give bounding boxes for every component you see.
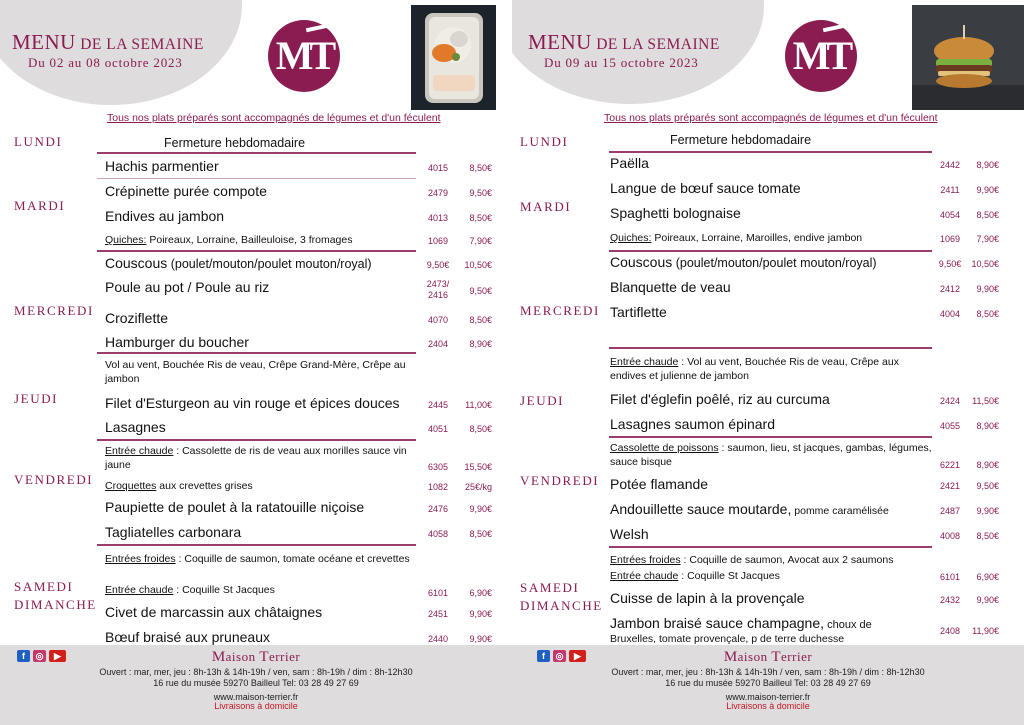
- dish-code: 2412: [939, 284, 961, 294]
- footer: [0, 645, 512, 725]
- dish-item: Crépinette purée compote: [105, 183, 267, 199]
- youtube-icon[interactable]: ▶: [49, 650, 66, 662]
- dish-code: 4070: [427, 315, 449, 325]
- entree-chaude-item: Entrée chaude : Coquille St Jacques: [610, 570, 780, 582]
- dish-item: Poule au pot / Poule au riz: [105, 279, 270, 295]
- dish-code: 4013: [427, 213, 449, 223]
- day-label-lundi: LUNDI: [14, 134, 63, 149]
- dish-item: Blanquette de veau: [610, 279, 731, 295]
- dish-price: 10,50€: [971, 259, 999, 269]
- dish-price: 8,50€: [469, 163, 492, 173]
- divider: [97, 178, 416, 179]
- dish-code: 4058: [427, 529, 449, 539]
- entree-chaude-item: Entrée chaude : Cassolette de ris de veau aux morilles sauce vin jaune: [105, 445, 407, 471]
- dish-code: 2411: [940, 185, 960, 195]
- dish-price: 8,50€: [469, 213, 492, 223]
- dish-item: Spaghetti bolognaise: [610, 205, 741, 221]
- divider: [609, 436, 932, 438]
- dish-price: 7,90€: [469, 236, 492, 246]
- day-label-samedi: SAMEDI: [14, 579, 74, 594]
- menu-title: MENU DE LA SEMAINE: [12, 30, 204, 54]
- croquettes-item: Croquettes aux crevettes grises: [105, 480, 253, 492]
- dish-item: Lasagnes: [105, 419, 166, 435]
- dish-code: 2487: [939, 506, 961, 516]
- divider: [97, 250, 416, 252]
- cassolette-item: Cassolette de poissons : saumon, lieu, st jacques, gambas, légumes, sauce bisque: [610, 442, 932, 468]
- dish-code: 4015: [427, 163, 449, 173]
- dish-item: Bœuf braisé aux pruneaux: [105, 629, 270, 645]
- day-label-lundi: LUNDI: [520, 134, 569, 149]
- dish-item: Welsh: [610, 526, 649, 542]
- menu-dates: Du 02 au 08 octobre 2023: [28, 55, 183, 70]
- entrees-froides-item: Entrées froides : Coquille de saumon, Avocat aux 2 saumons: [610, 554, 894, 566]
- brand-name: Maison Terrier: [723, 649, 813, 665]
- dish-item: Cuisse de lapin à la provençale: [610, 590, 805, 606]
- entree-chaude-item: Entrée chaude : Coquille St Jacques: [105, 584, 275, 596]
- dish-price: 9,90€: [976, 284, 999, 294]
- side-dish-note: Tous nos plats préparés sont accompagnés de légumes et d'un féculent: [604, 112, 938, 124]
- dish-item: Filet d'églefin poêlé, riz au curcuma: [610, 391, 830, 407]
- dish-code: 4055: [939, 421, 961, 431]
- dish-price: 9,50€: [469, 286, 492, 296]
- opening-hours: Ouvert : mar, mer, jeu : 8h-13h & 14h-19h / ven, sam : 8h-19h / dim : 8h-12h30: [99, 667, 413, 677]
- dish-code: 4054: [939, 210, 961, 220]
- dish-price: 10,50€: [464, 260, 492, 270]
- dish-price: 8,50€: [469, 315, 492, 325]
- address: 16 rue du musée 59270 Bailleul Tel: 03 28 49 27 69: [153, 678, 359, 688]
- day-label-mardi: MARDI: [14, 198, 66, 213]
- dish-item: Couscous (poulet/mouton/poulet mouton/royal): [610, 254, 877, 270]
- divider: [609, 347, 932, 349]
- divider: [609, 250, 932, 252]
- day-label-dimanche: DIMANCHE: [14, 597, 97, 612]
- side-dish-note: Tous nos plats préparés sont accompagnés de légumes et d'un féculent: [107, 112, 441, 124]
- menu-page-week-2: [512, 0, 1024, 725]
- dish-price: 9,50€: [976, 481, 999, 491]
- dish-item: Hamburger du boucher: [105, 334, 249, 350]
- dish-item: Tagliatelles carbonara: [105, 524, 242, 540]
- dish-code: 2451: [427, 609, 449, 619]
- dish-price: 8,90€: [469, 339, 492, 349]
- dish-price-alt: 9,50€: [426, 260, 450, 270]
- dish-item: Paupiette de poulet à la ratatouille niçoise: [105, 499, 365, 515]
- dish-code: 2476: [427, 504, 449, 514]
- dish-code: 6101: [939, 572, 961, 582]
- dish-code: 2432: [939, 595, 961, 605]
- dish-price: 11,00€: [465, 400, 492, 410]
- dish-item: Potée flamande: [610, 476, 709, 492]
- jeudi-entrees: Vol au vent, Bouchée Ris de veau, Crêpe Grand-Mère, Crêpe au jambon: [105, 359, 406, 385]
- dish-photo: [411, 5, 496, 110]
- entree-chaude-item: Entrée chaude : Vol au vent, Bouchée Ris de veau, Crêpe aux endives et julienne de jambon: [610, 356, 899, 382]
- brand-name: Maison Terrier: [211, 649, 301, 665]
- dish-code: 2424: [939, 396, 961, 406]
- day-label-vendredi: VENDREDI: [14, 472, 94, 487]
- closed-notice: Fermeture hebdomadaire: [164, 136, 306, 150]
- dish-item: Endives au jambon: [105, 208, 225, 224]
- dish-code: 6101: [427, 588, 449, 598]
- dish-price: 9,90€: [976, 595, 999, 605]
- delivery-note: Livraisons à domicile: [726, 701, 810, 711]
- website-link[interactable]: www.maison-terrier.fr: [725, 692, 811, 702]
- dish-code: 4051: [427, 424, 449, 434]
- dish-code: 2408: [939, 626, 961, 636]
- dish-price: 8,50€: [469, 529, 492, 539]
- dish-code: 2440: [427, 634, 449, 644]
- dish-price: 6,90€: [469, 588, 492, 598]
- dish-code: 2473/ 2416: [426, 279, 450, 300]
- dish-code: 2442: [939, 160, 961, 170]
- menu-title: MENU DE LA SEMAINE: [528, 30, 720, 54]
- maison-terrier-logo: MT: [268, 20, 340, 92]
- divider: [97, 439, 416, 441]
- divider: [609, 151, 932, 153]
- dish-item: Filet d'Esturgeon au vin rouge et épices douces: [105, 395, 400, 411]
- dish-code: 2445: [427, 400, 449, 410]
- dish-code: 4008: [939, 531, 961, 541]
- day-label-dimanche: DIMANCHE: [520, 598, 603, 613]
- dish-price: 25€/kg: [464, 482, 492, 492]
- dish-code: 6221: [939, 460, 961, 470]
- dish-price: 9,90€: [469, 504, 492, 514]
- dish-item: Paëlla: [610, 155, 649, 171]
- delivery-note: Livraisons à domicile: [214, 701, 298, 711]
- dish-item: Tartiflette: [610, 304, 667, 320]
- dish-item: Jambon braisé sauce champagne, choux de: [610, 615, 872, 631]
- day-label-jeudi: JEUDI: [520, 393, 565, 408]
- instagram-icon[interactable]: ◎: [33, 650, 46, 662]
- dish-photo: [912, 5, 1024, 110]
- dish-price-alt: 9,50€: [938, 259, 962, 269]
- dish-price: 9,90€: [469, 609, 492, 619]
- dish-item: Langue de bœuf sauce tomate: [610, 180, 801, 196]
- dish-code: 2479: [427, 188, 449, 198]
- quiches-item: Quiches: Poireaux, Lorraine, Bailleuloise, 3 fromages: [105, 234, 353, 246]
- quiches-item: Quiches: Poireaux, Lorraine, Maroilles, endive jambon: [610, 232, 863, 244]
- day-label-jeudi: JEUDI: [14, 391, 59, 406]
- instagram-icon[interactable]: ◎: [553, 650, 566, 662]
- entrees-froides-item: Entrées froides : Coquille de saumon, tomate océane et crevettes: [105, 553, 410, 565]
- closed-notice: Fermeture hebdomadaire: [670, 133, 812, 147]
- day-label-mercredi: MERCREDI: [520, 303, 600, 318]
- dish-price: 9,90€: [469, 634, 492, 644]
- dish-item: Couscous (poulet/mouton/poulet mouton/royal): [105, 255, 372, 271]
- menu-dates: Du 09 au 15 octobre 2023: [544, 55, 699, 70]
- dish-price: 6,90€: [976, 572, 999, 582]
- dish-price: 8,50€: [976, 210, 999, 220]
- address: 16 rue du musée 59270 Bailleul Tel: 03 28 49 27 69: [665, 678, 871, 688]
- dish-price: 8,90€: [976, 421, 999, 431]
- divider: [609, 546, 932, 548]
- dish-price: 8,50€: [976, 309, 999, 319]
- maison-terrier-logo: MT: [785, 20, 857, 92]
- dish-item-detail: Bruxelles, tomate provençale, p de terre duchesse: [610, 633, 845, 645]
- dish-price: 7,90€: [976, 234, 999, 244]
- dish-price: 9,50€: [469, 188, 492, 198]
- dish-code: 1069: [939, 234, 961, 244]
- opening-hours: Ouvert : mar, mer, jeu : 8h-13h & 14h-19h / ven, sam : 8h-19h / dim : 8h-12h30: [611, 667, 925, 677]
- day-label-mercredi: MERCREDI: [14, 303, 94, 318]
- dish-code: 1082: [427, 482, 449, 492]
- dish-code: 2404: [427, 339, 449, 349]
- footer: [512, 645, 1024, 725]
- dish-code: 1069: [427, 236, 449, 246]
- dish-price: 9,90€: [976, 506, 999, 516]
- dish-item: Hachis parmentier: [105, 158, 219, 174]
- dish-price: 11,90€: [972, 626, 999, 636]
- dish-price: 8,50€: [469, 424, 492, 434]
- dish-code: 4004: [939, 309, 961, 319]
- dish-code: 2421: [939, 481, 961, 491]
- dish-price: 8,90€: [976, 160, 999, 170]
- dish-price: 8,90€: [976, 460, 999, 470]
- dish-price: 11,50€: [972, 396, 999, 406]
- dish-item: Lasagnes saumon épinard: [610, 416, 776, 432]
- day-label-mardi: MARDI: [520, 199, 572, 214]
- day-label-samedi: SAMEDI: [520, 580, 580, 595]
- dish-price: 15,50€: [464, 462, 492, 472]
- dish-price: 8,50€: [976, 531, 999, 541]
- dish-item: Civet de marcassin aux châtaignes: [105, 604, 323, 620]
- divider: [97, 352, 416, 354]
- website-link[interactable]: www.maison-terrier.fr: [213, 692, 299, 702]
- facebook-icon[interactable]: f: [537, 650, 550, 662]
- facebook-icon[interactable]: f: [17, 650, 30, 662]
- day-label-vendredi: VENDREDI: [520, 473, 600, 488]
- divider: [97, 544, 416, 546]
- dish-price: 9,90€: [976, 185, 999, 195]
- youtube-icon[interactable]: ▶: [569, 650, 586, 662]
- dish-item: Andouillette sauce moutarde, pomme caramélisée: [610, 501, 889, 517]
- dish-code: 6305: [427, 462, 449, 472]
- divider: [97, 152, 416, 154]
- dish-item: Croziflette: [105, 310, 169, 326]
